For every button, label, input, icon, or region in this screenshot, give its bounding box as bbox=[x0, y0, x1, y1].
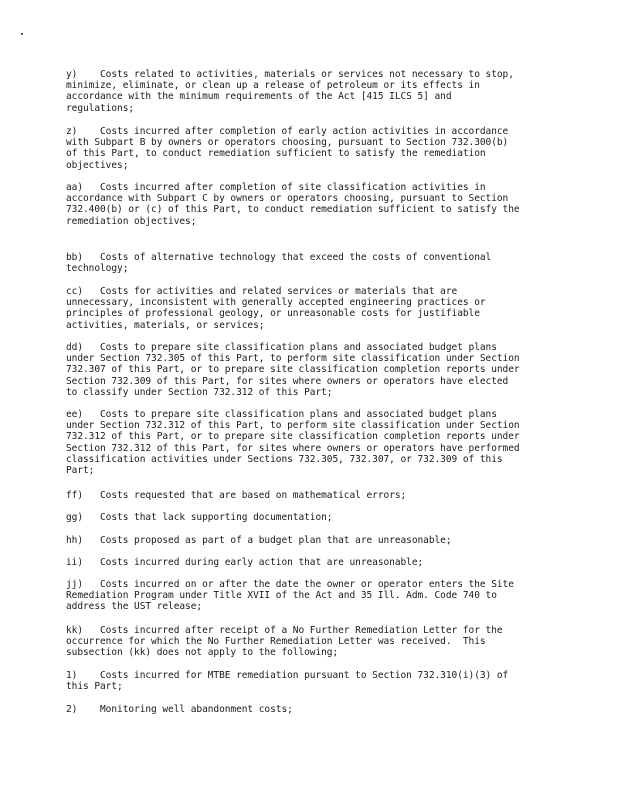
paragraph-hh: hh) Costs proposed as part of a budget plan that are unreasonable; bbox=[66, 535, 452, 546]
paragraph-aa: aa) Costs incurred after completion of site classification activities in accordance with Subpart C by owners or operators choosing, pursuant to Section 732.400(b) or (c) of this Part, to conduct remediation sufficient to satisfy the remediation objectives; bbox=[66, 182, 520, 227]
paragraph-ff: ff) Costs requested that are based on mathematical errors; bbox=[66, 490, 407, 501]
scan-speck bbox=[21, 33, 23, 35]
paragraph-z: z) Costs incurred after completion of early action activities in accordance with Subpart B by owners or operators choosing, pursuant to Section 732.300(b) of this Part, to conduct remediation sufficient to satisfy the remediation objectives; bbox=[66, 126, 509, 171]
paragraph-ii: ii) Costs incurred during early action that are unreasonable; bbox=[66, 557, 424, 568]
paragraph-kk-1: 1) Costs incurred for MTBE remediation pursuant to Section 732.310(i)(3) of this Part; bbox=[66, 670, 509, 693]
paragraph-kk: kk) Costs incurred after receipt of a No Further Remediation Letter for the occurrence for which the No Further Remediation Letter was received. This subsection (kk) does not apply to the following; bbox=[66, 625, 503, 659]
paragraph-jj: jj) Costs incurred on or after the date the owner or operator enters the Site Remediation Program under Title XVII of the Act and 35 Ill. Adm. Code 740 to address the UST release; bbox=[66, 579, 514, 613]
paragraph-bb: bb) Costs of alternative technology that exceed the costs of conventional technology; bbox=[66, 252, 492, 275]
paragraph-dd: dd) Costs to prepare site classification plans and associated budget plans under Section 732.305 of this Part, to perform site classification under Section 732.307 of this Part, or to prepare site classification completion reports under Section 732.309 of this Part, for sites where owners or operators have elected to classify under Section 732.312 of this Part; bbox=[66, 342, 520, 398]
paragraph-ee: ee) Costs to prepare site classification plans and associated budget plans under Section 732.312 of this Part, to perform site classification under Section 732.312 of this Part, or to prepare site classification completion reports under Section 732.312 of this Part, for sites where owners or operators have performed classification activities under Sections 732.305, 732.307, or 732.309 of this Part; bbox=[66, 409, 520, 477]
paragraph-kk-2: 2) Monitoring well abandonment costs; bbox=[66, 704, 293, 715]
paragraph-cc: cc) Costs for activities and related services or materials that are unnecessary, inconsistent with generally accepted engineering practices or principles of professional geology, or unreasonable costs for justifiable activities, materials, or services; bbox=[66, 286, 486, 331]
paragraph-gg: gg) Costs that lack supporting documentation; bbox=[66, 512, 333, 523]
paragraph-y: y) Costs related to activities, materials or services not necessary to stop, minimize, eliminate, or clean up a release of petroleum or its effects in accordance with the minimum requirements of the Act [415 ILCS 5] and regulations; bbox=[66, 69, 514, 114]
